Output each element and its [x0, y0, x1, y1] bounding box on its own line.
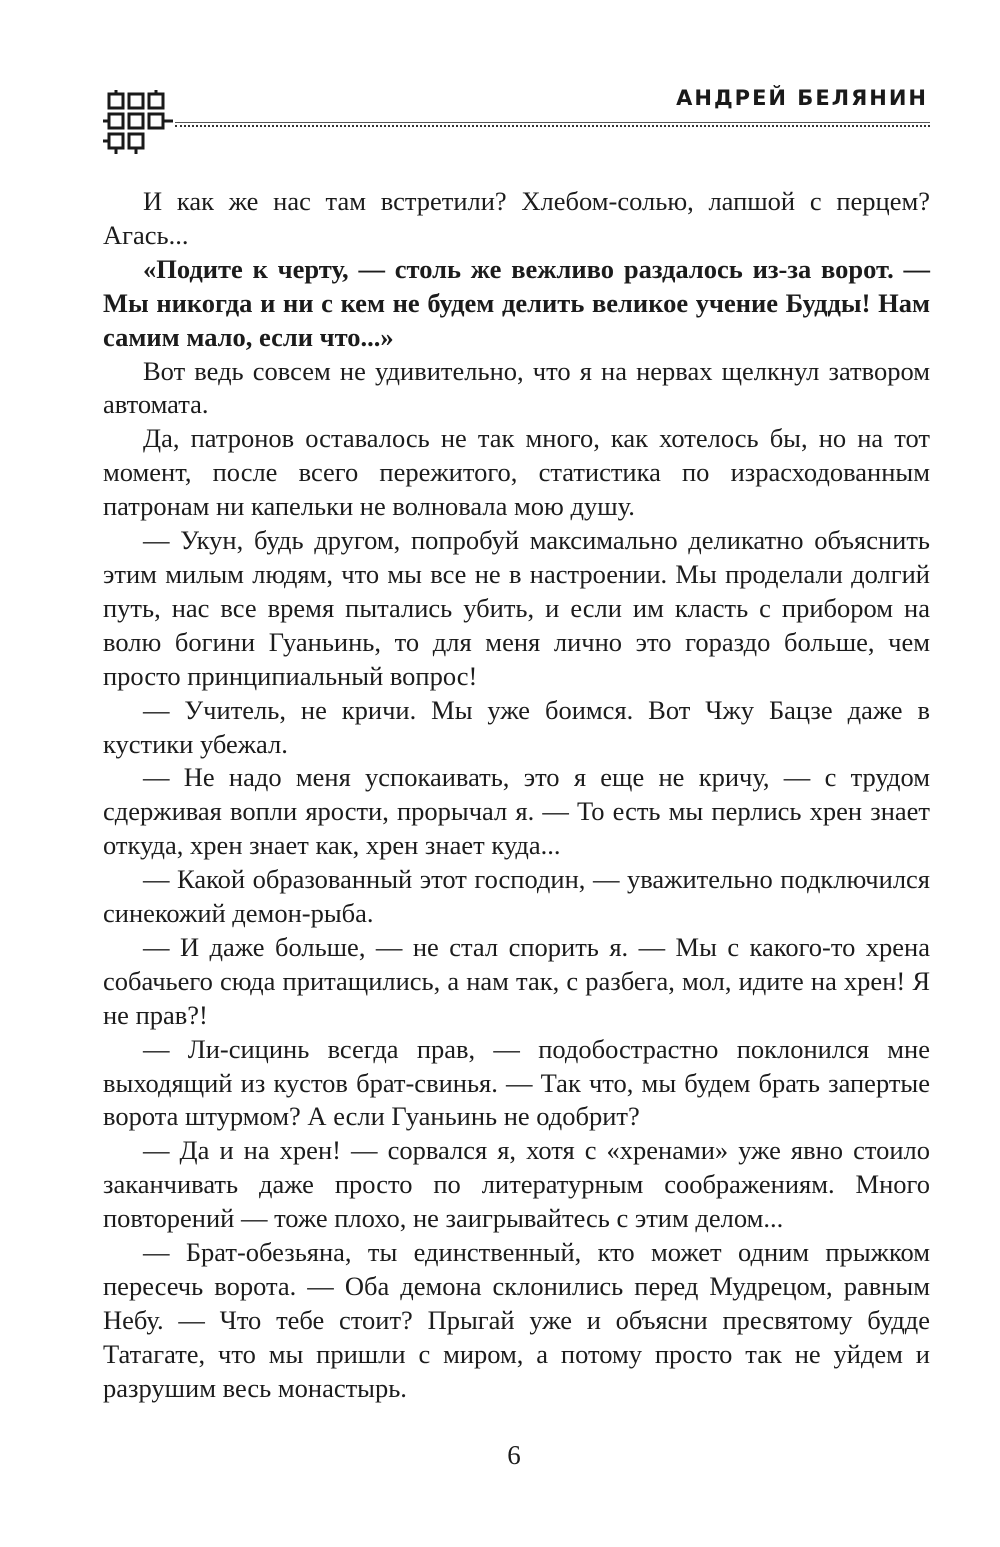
knot-ornament-icon: [103, 90, 173, 154]
header-dotted-rule: [175, 125, 930, 127]
body-text: [103, 185, 930, 1406]
paragraph: Вот ведь совсем не удивительно, что я на нервах щелкнул затвором автомата.: [103, 355, 930, 420]
paragraph: Да, патронов оставалось не так много, как хотелось бы, но на тот момент, после всего пережитого, статистика по израсходованным патронам ни капельки не волновала мою душу.: [103, 423, 930, 522]
page-number: 6: [507, 1440, 521, 1470]
running-header: [103, 80, 930, 160]
paragraph: — Укун, будь другом, попробуй максимально деликатно объяснить этим милым людям, что мы все не в настроении. Мы проделали долгий путь, нас все время пытались убить, и если им класть с прибором на волю богини Гуаньинь, то для меня лично это гораздо больше, чем просто принципиальный вопрос!: [103, 525, 930, 691]
paragraph: И как же нас там встретили? Хлебом-солью, лапшой с перцем? Агась...: [103, 186, 930, 250]
paragraph: — Не надо меня успокаивать, это я еще не кричу, — с трудом сдерживая вопли ярости, прорычал я. — То есть мы перлись хрен знает откуда, хрен знает как, хрен знает куда...: [103, 762, 930, 861]
paragraph: — Какой образованный этот господин, — уважительно подключился синекожий демон-рыба.: [103, 864, 930, 929]
paragraph: — И даже больше, — не стал спорить я. — Мы с какого-то хрена собачьего сюда притащились, а нам так, с разбега, мол, идите на хрен! Я не прав?!: [103, 931, 930, 1030]
paragraph-bold: «Подите к черту, — столь же вежливо раздалось из-за ворот. — Мы никогда и ни с кем не будем делить великое учение Будды! Нам самим мало, если что...»: [103, 253, 930, 352]
author-name: АНДРЕЙ БЕЛЯНИН: [676, 86, 928, 110]
paragraph: — Учитель, не кричи. Мы уже боимся. Вот Чжу Бацзе даже в кустики убежал.: [103, 694, 930, 759]
header-rule: [175, 122, 930, 123]
paragraph: — Брат-обезьяна, ты единственный, кто может одним прыжком пересечь ворота. — Оба демона склонились перед Мудрецом, равным Небу. — Что тебе стоит? Прыгай уже и объясни пресвятому будде Татагате, что мы пришли с миром, а потому просто так не уйдем и разрушим весь монастырь.: [103, 1237, 930, 1403]
paragraph: — Да и на хрен! — сорвался я, хотя с «хренами» уже явно стоило заканчивать даже просто по литературным соображениям. Много повторений — тоже плохо, не заигрывайтесь с этим делом...: [103, 1135, 930, 1234]
paragraph: — Ли-сицинь всегда прав, — подобострастно поклонился мне выходящий из кустов брат-свинья. — Так что, мы будем брать запертые ворота штурмом? А если Гуаньинь не одобрит?: [103, 1033, 930, 1132]
